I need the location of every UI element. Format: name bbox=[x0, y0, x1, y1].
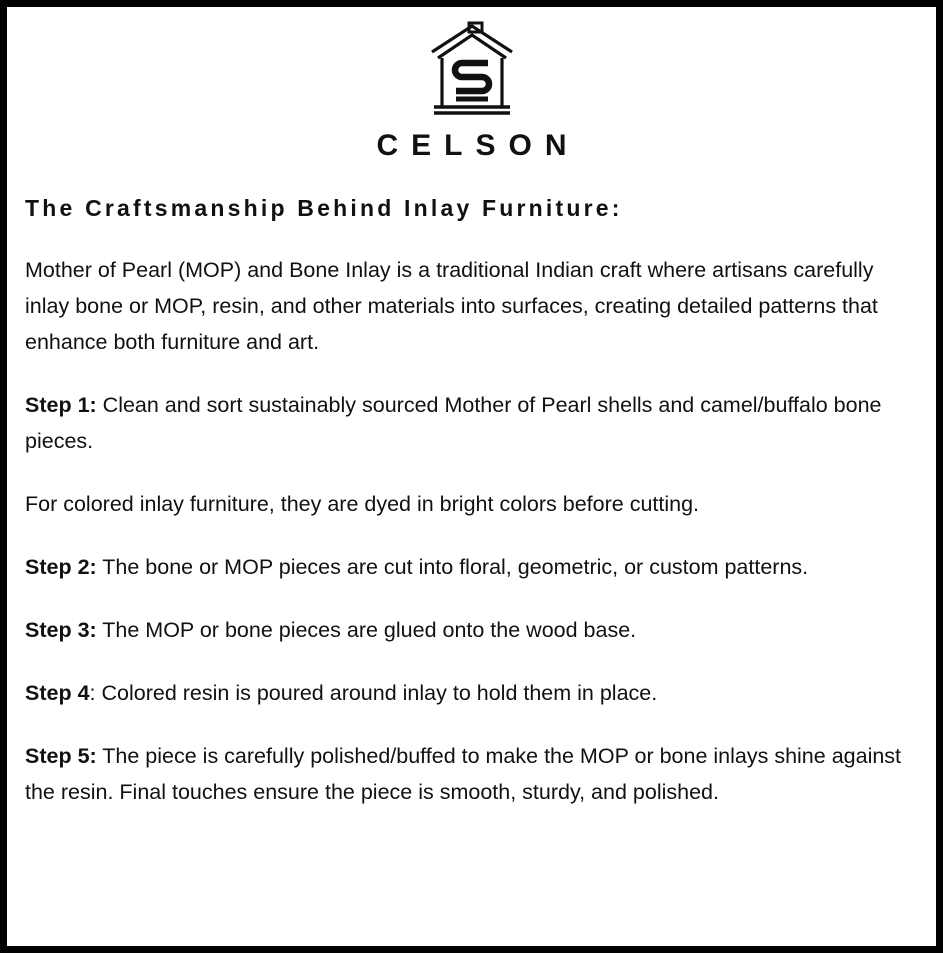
brand-name: CELSON bbox=[376, 129, 580, 162]
paragraph-text: The bone or MOP pieces are cut into floral, geometric, or custom patterns. bbox=[96, 555, 809, 579]
paragraph-text: For colored inlay furniture, they are dyed in bright colors before cutting. bbox=[25, 492, 700, 516]
brand-header bbox=[23, 17, 920, 163]
house-monogram-logo-icon bbox=[426, 21, 518, 117]
paragraph-label: Step 5: bbox=[25, 744, 97, 768]
paragraph-step-5 bbox=[25, 738, 914, 810]
paragraph-label: Step 3: bbox=[25, 618, 97, 642]
page-title: The Craftsmanship Behind Inlay Furniture: bbox=[25, 195, 623, 221]
paragraph-label: Step 4 bbox=[25, 681, 90, 705]
paragraph-text: Clean and sort sustainably sourced Mother of Pearl shells and camel/buffalo bone pieces. bbox=[25, 393, 882, 453]
paragraph-step-1 bbox=[25, 387, 914, 459]
paragraph-text: Mother of Pearl (MOP) and Bone Inlay is a traditional Indian craft where artisans carefully inlay bone or MOP, resin, and other materials into surfaces, creating detailed patterns that enhance both furniture and art. bbox=[25, 258, 878, 354]
paragraph-label: Step 2: bbox=[25, 555, 97, 579]
paragraph-text: The piece is carefully polished/buffed to make the MOP or bone inlays shine against the resin. Final touches ensure the piece is smooth, sturdy, and polished. bbox=[25, 744, 902, 804]
paragraph-step-3 bbox=[25, 612, 914, 648]
paragraph-colored-note bbox=[25, 486, 914, 522]
paragraph-intro bbox=[25, 252, 914, 360]
body-copy bbox=[23, 252, 920, 810]
paragraph-text: The MOP or bone pieces are glued onto the wood base. bbox=[96, 618, 637, 642]
paragraph-text: : Colored resin is poured around inlay to hold them in place. bbox=[89, 681, 658, 705]
paragraph-label: Step 1: bbox=[25, 393, 97, 417]
paragraph-step-4 bbox=[25, 675, 914, 711]
paragraph-step-2 bbox=[25, 549, 914, 585]
